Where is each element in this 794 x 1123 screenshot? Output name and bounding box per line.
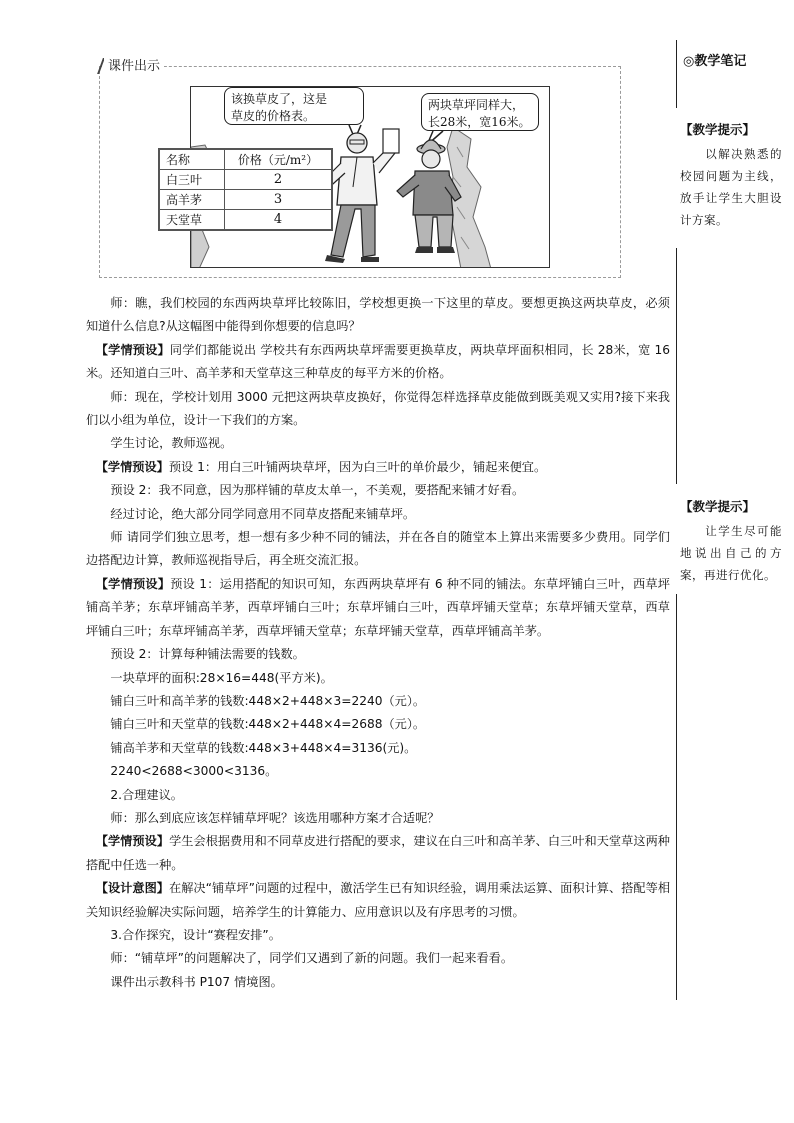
bubble-line: 两块草坪同样大， bbox=[428, 98, 525, 112]
notes-divider bbox=[676, 248, 677, 484]
paragraph: 铺白三叶和天堂草的钱数:448×2+448×4=2688（元）。 bbox=[110, 717, 426, 732]
paragraph bbox=[86, 830, 670, 877]
paragraph: 课件出示教科书 P107 情境图。 bbox=[110, 974, 283, 989]
teaching-notes-title: ◎教学笔记 bbox=[683, 54, 747, 69]
table-cell-price: 3 bbox=[225, 190, 333, 210]
bubble-line: 该换草皮了，这是 bbox=[231, 92, 328, 106]
paragraph: 学生讨论，教师巡视。 bbox=[110, 436, 233, 451]
paragraph: 师：瞧，我们校园的东西两块草坪比较陈旧，学校想更换一下这里的草皮。要想更换这两块草皮，必须知道什么信息?从这幅图中能得到你想要的信息吗？ bbox=[86, 296, 670, 334]
table-header-name: 名称 bbox=[159, 149, 225, 170]
table-header-row bbox=[159, 149, 332, 170]
paragraph-text: 在解决“铺草坪”问题的过程中，激活学生已有知识经验，调用乘法运算、面积计算、搭配等相关知识经验解决实际问题，培养学生的计算能力、应用意识以及有序思考的习惯。 bbox=[86, 881, 671, 919]
paragraph: 经过讨论，绝大部分同学同意用不同草皮搭配来铺草坪。 bbox=[110, 506, 416, 521]
table-cell-name: 高羊茅 bbox=[159, 190, 225, 210]
lesson-body bbox=[86, 292, 670, 994]
table-header-price: 价格（元/m²） bbox=[225, 149, 333, 170]
paragraph-tag: 【学情预设】 bbox=[95, 576, 171, 591]
paragraph: 一块草坪的面积:28×16=448(平方米)。 bbox=[110, 670, 333, 685]
paragraph bbox=[86, 339, 670, 386]
paragraph: 预设 2：我不同意，因为那样铺的草皮太单一，不美观，要搭配来铺才好看。 bbox=[110, 483, 525, 498]
teacher-speech-bubble bbox=[224, 87, 364, 125]
paragraph: 师：“铺草坪”的问题解决了，同学们又遇到了新的问题。我们一起来看看。 bbox=[110, 951, 514, 966]
teaching-tip-heading: 【教学提示】 bbox=[680, 122, 756, 137]
paragraph: 铺白三叶和高羊茅的钱数:448×2+448×3=2240（元）。 bbox=[110, 693, 426, 708]
paragraph-tag: 【学情预设】 bbox=[95, 342, 170, 357]
paragraph: 铺高羊茅和天堂草的钱数:448×3+448×4=3136(元)。 bbox=[110, 740, 417, 755]
paragraph: 2.合理建议。 bbox=[110, 787, 183, 802]
table-cell-name: 白三叶 bbox=[159, 170, 225, 190]
table-row bbox=[159, 170, 332, 190]
table-cell-price: 2 bbox=[225, 170, 333, 190]
paragraph bbox=[86, 877, 670, 924]
paragraph: 师 请同学们独立思考，想一想有多少种不同的铺法，并在各自的随堂本上算出来需要多少费用。同学们边搭配边计算，教师巡视指导后，再全班交流汇报。 bbox=[86, 530, 670, 568]
table-cell-price: 4 bbox=[225, 210, 333, 231]
teaching-tip-text: 以解决熟悉的校园问题为主线，放手让学生大胆设计方案。 bbox=[680, 147, 782, 227]
paragraph bbox=[86, 456, 670, 479]
paragraph-text: 预设 1：运用搭配的知识可知，东西两块草坪有 6 种不同的铺法。东草坪铺白三叶，西草坪铺高羊茅；东草坪铺高羊茅，西草坪铺白三叶；东草坪铺白三叶，西草坪铺天堂草；东草坪铺天堂草，西草坪铺白三叶；东草坪铺高羊茅，西草坪铺天堂草；东草坪铺天堂草，西草坪铺高羊茅。 bbox=[86, 576, 670, 638]
paragraph: 师：现在，学校计划用 3000 元把这两块草皮换好，你觉得怎样选择草皮能做到既美观又实用?接下来我们以小组为单位，设计一下我们的方案。 bbox=[86, 389, 670, 428]
courseware-label: 课件出示 bbox=[104, 55, 164, 74]
bubble-line: 草皮的价格表。 bbox=[231, 109, 316, 123]
price-table bbox=[158, 148, 333, 231]
teaching-tip-text: 让学生尽可能地说出自己的方案，再进行优化。 bbox=[680, 524, 782, 582]
paragraph: 预设 2：计算每种铺法需要的钱数。 bbox=[110, 647, 305, 662]
table-row bbox=[159, 210, 332, 231]
table-row bbox=[159, 190, 332, 210]
paragraph: 2240<2688<3000<3136。 bbox=[110, 764, 278, 779]
table-cell-name: 天堂草 bbox=[159, 210, 225, 231]
notes-divider bbox=[676, 40, 677, 108]
teaching-tip-heading: 【教学提示】 bbox=[680, 499, 756, 514]
paragraph-tag: 【设计意图】 bbox=[95, 881, 170, 896]
paragraph-text: 学生会根据费用和不同草皮进行搭配的要求，建议在白三叶和高羊茅、白三叶和天堂草这两种搭配中任选一种。 bbox=[86, 834, 670, 872]
bubble-line: 长28米，宽16米。 bbox=[428, 115, 531, 129]
worker-speech-bubble bbox=[421, 93, 539, 131]
paragraph: 师：那么到底应该怎样铺草坪呢？该选用哪种方案才合适呢？ bbox=[110, 810, 440, 825]
paragraph-text: 同学们都能说出 学校共有东西两块草坪需要更换草皮，两块草坪面积相同，长 28米，宽 16 米。还知道白三叶、高羊茅和天堂草这三种草皮的每平方米的价格。 bbox=[86, 342, 671, 381]
paragraph-tag: 【学情预设】 bbox=[95, 459, 169, 474]
paragraph-tag: 【学情预设】 bbox=[95, 834, 170, 849]
paragraph: 3.合作探究，设计“赛程安排”。 bbox=[110, 927, 281, 942]
notes-divider bbox=[676, 594, 677, 1000]
paragraph-text: 预设 1：用白三叶铺两块草坪，因为白三叶的单价最少，铺起来便宜。 bbox=[168, 459, 547, 474]
paragraph bbox=[86, 573, 670, 643]
